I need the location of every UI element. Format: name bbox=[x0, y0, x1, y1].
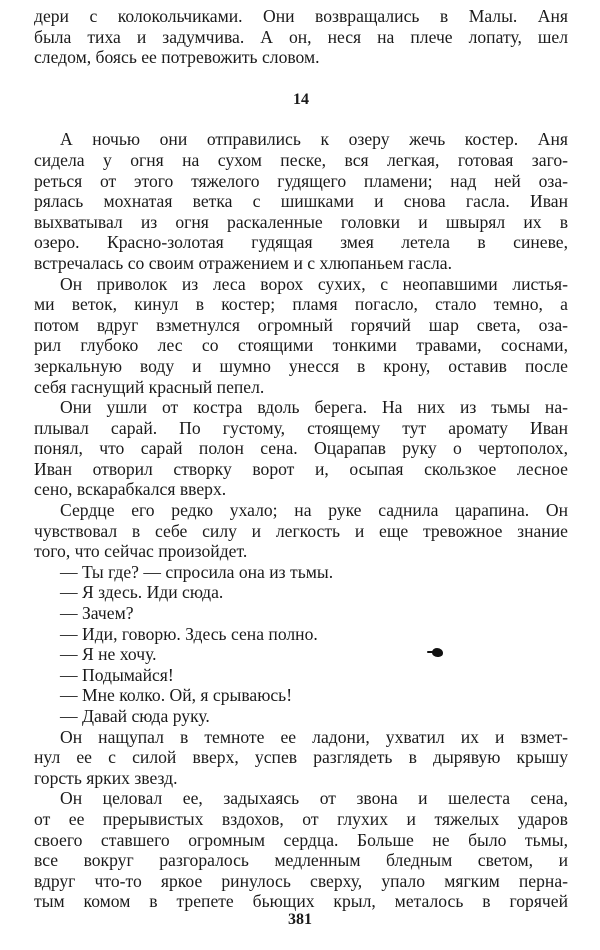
text-line: сидела у огня на сухом песке, вся легкая, готовая заго- bbox=[34, 149, 568, 170]
text-line: потом вдруг взметнулся огромный горячий шар света, оза- bbox=[34, 314, 568, 335]
text-line: рялась мохнатая ветка с шишками и снова гасла. Иван bbox=[34, 191, 568, 212]
text-line: Сердце его редко ухало; на руке саднила царапина. Он bbox=[60, 500, 568, 521]
text-line: дери с колокольчиками. Они возвращались в Малы. Аня bbox=[34, 6, 568, 26]
text-line: реться от этого тяжелого гудящего пламени; над ней оза- bbox=[34, 170, 568, 191]
text-line: Иван отворил створку ворот и, осыпая скользкое лесное bbox=[34, 458, 568, 479]
text-line: Он целовал ее, задыхаясь от звона и шелеста сена, bbox=[60, 788, 568, 809]
page-number: 381 bbox=[288, 911, 312, 928]
text-line: Он приволок из леса ворох сухих, с неопавшими листья- bbox=[60, 273, 568, 294]
text-line: озеро. Красно-золотая гудящая змея летела в синеве, bbox=[34, 232, 568, 253]
text-line: встречалась со своим отражением и с хлюпаньем гасла. bbox=[34, 252, 453, 273]
text-line: сено, вскарабкался вверх. bbox=[34, 479, 227, 500]
text-line: зеркальную воду и шумно унесся в крону, оставив после bbox=[34, 355, 568, 376]
text-line: ми веток, кинул в костер; пламя погасло, стало темно, а bbox=[34, 294, 568, 315]
text-line: выхватывал из огня раскаленные головки и швырял их в bbox=[34, 211, 568, 232]
text-line: себя гаснущий красный пепел. bbox=[34, 376, 265, 397]
ink-blot bbox=[432, 648, 443, 657]
dialogue-line: — Подымайся! bbox=[60, 664, 174, 685]
chapter-number: 14 bbox=[293, 90, 309, 108]
text-line: от ее прерывистых вздохов, от глухих и тяжелых ударов bbox=[34, 808, 568, 829]
text-line: своего ставшего огромным сердца. Больше не было тьмы, bbox=[34, 829, 568, 850]
text-line: плывал сарай. По густому, стоящему тут аромату Иван bbox=[34, 417, 568, 438]
text-line: была тиха и задумчива. А он, неся на плече лопату, шел bbox=[34, 26, 568, 47]
text-line: понял, что сарай полон сена. Оцарапав руку о чертополох, bbox=[34, 438, 568, 459]
dialogue-line: — Я здесь. Иди сюда. bbox=[60, 582, 224, 603]
dialogue-line: — Зачем? bbox=[60, 603, 134, 624]
dialogue-line: — Ты где? — спросила она из тьмы. bbox=[60, 561, 334, 582]
text-line: следом, боясь ее потревожить словом. bbox=[34, 47, 320, 68]
text-line: Он нащупал в темноте ее ладони, ухватил их и взмет- bbox=[60, 726, 568, 747]
dialogue-line: — Давай сюда руку. bbox=[60, 706, 210, 726]
text-line: рил глубоко лес со стоящими тонкими травами, соснами, bbox=[34, 335, 568, 356]
text-line: того, что сейчас произойдет. bbox=[34, 541, 248, 562]
text-line: все вокруг разгоралось медленным бледным светом, и bbox=[34, 850, 568, 871]
dialogue-line: — Иди, говорю. Здесь сена полно. bbox=[60, 623, 318, 644]
text-line: вдруг что-то яркое ринулось сверху, упало мягким перна- bbox=[34, 870, 568, 891]
text-line: Они ушли от костра вдоль берега. На них из тьмы на- bbox=[60, 397, 568, 418]
text-line: чувствовал в себе силу и легкость и еще тревожное знание bbox=[34, 520, 568, 541]
text-line: нул ее с силой вверх, успев разглядеть в дырявую крышу bbox=[34, 747, 568, 768]
dialogue-line: — Я не хочу. bbox=[60, 644, 157, 665]
text-line: горсть ярких звезд. bbox=[34, 767, 178, 788]
dialogue-line: — Мне колко. Ой, я срываюсь! bbox=[60, 685, 293, 706]
text-line: тым комом в трепете бьющих крыл, металось в горячей bbox=[34, 891, 568, 912]
page-text bbox=[34, 6, 568, 912]
text-line: А ночью они отправились к озеру жечь костер. Аня bbox=[60, 129, 568, 150]
